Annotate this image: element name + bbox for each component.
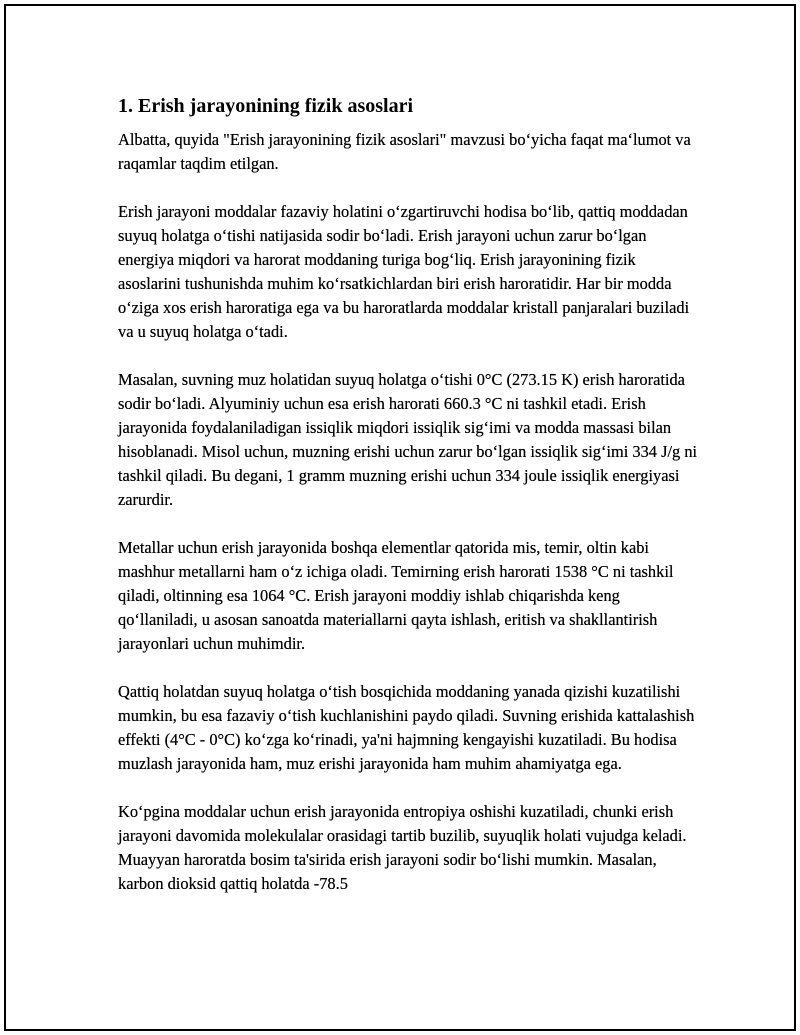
paragraph-entropy: Koʻpgina moddalar uchun erish jarayonida entropiya oshishi kuzatiladi, chunki erish jarayoni davomida molekulalar orasidagi tartib buzilib, suyuqlik holati vujudga keladi. Muayyan haroratda bosim ta'sirida erish jarayoni sodir boʻlishi mumkin. Masalan, karbon dioksid qattiq holatda -78.5 [118,802,687,893]
paragraph-intro: Albatta, quyida "Erish jarayonining fizik asoslari" mavzusi boʻyicha faqat maʻlumot va raqamlar taqdim etilgan. [118,130,691,173]
paragraph-examples: Masalan, suvning muz holatidan suyuq holatga oʻtishi 0°C (273.15 K) erish haroratida sodir boʻladi. Alyuminiy uchun esa erish harorati 660.3 °C ni tashkil etadi. Erish jarayonida foydalaniladigan issiqlik miqdori issiqlik sigʻimi va modda massasi bilan hisoblanadi. Misol uchun, muzning erishi uchun zarur boʻlgan issiqlik sigʻimi 334 J/g ni tashkil qiladi. Bu degani, 1 gramm muzning erishi uchun 334 joule issiqlik energiyasi zarurdir. [118,370,698,509]
document-body [118,92,698,920]
paragraph-phase-transition: Qattiq holatdan suyuq holatga oʻtish bosqichida moddaning yanada qizishi kuzatilishi mumkin, bu esa fazaviy oʻtish kuchlanishini paydo qiladi. Suvning erishida kattalashish effekti (4°C - 0°C) koʻzga koʻrinadi, ya'ni hajmning kengayishi kuzatiladi. Bu hodisa muzlash jarayonida ham, muz erishi jarayonida ham muhim ahamiyatga ega. [118,682,695,773]
document-title: 1. Erish jarayonining fizik asoslari [118,95,414,117]
paragraph-metals: Metallar uchun erish jarayonida boshqa elementlar qatorida mis, temir, oltin kabi mashhur metallarni ham oʻz ichiga oladi. Temirning erish harorati 1538 °C ni tashkil qiladi, oltinning esa 1064 °C. Erish jarayoni moddiy ishlab chiqarishda keng qoʻllaniladi, u asosan sanoatda materiallarni qayta ishlash, eritish va shakllantirish jarayonlari uchun muhimdir. [118,538,674,653]
paragraph-melting-process: Erish jarayoni moddalar fazaviy holatini oʻzgartiruvchi hodisa boʻlib, qattiq moddadan suyuq holatga oʻtishi natijasida sodir boʻladi. Erish jarayoni uchun zarur boʻlgan energiya miqdori va harorat moddaning turiga bogʻliq. Erish jarayonining fizik asoslarini tushunishda muhim koʻrsatkichlardan biri erish haroratidir. Har bir modda oʻziga xos erish haroratiga ega va bu haroratlarda moddalar kristall panjaralari buziladi va u suyuq holatga oʻtadi. [118,202,690,341]
